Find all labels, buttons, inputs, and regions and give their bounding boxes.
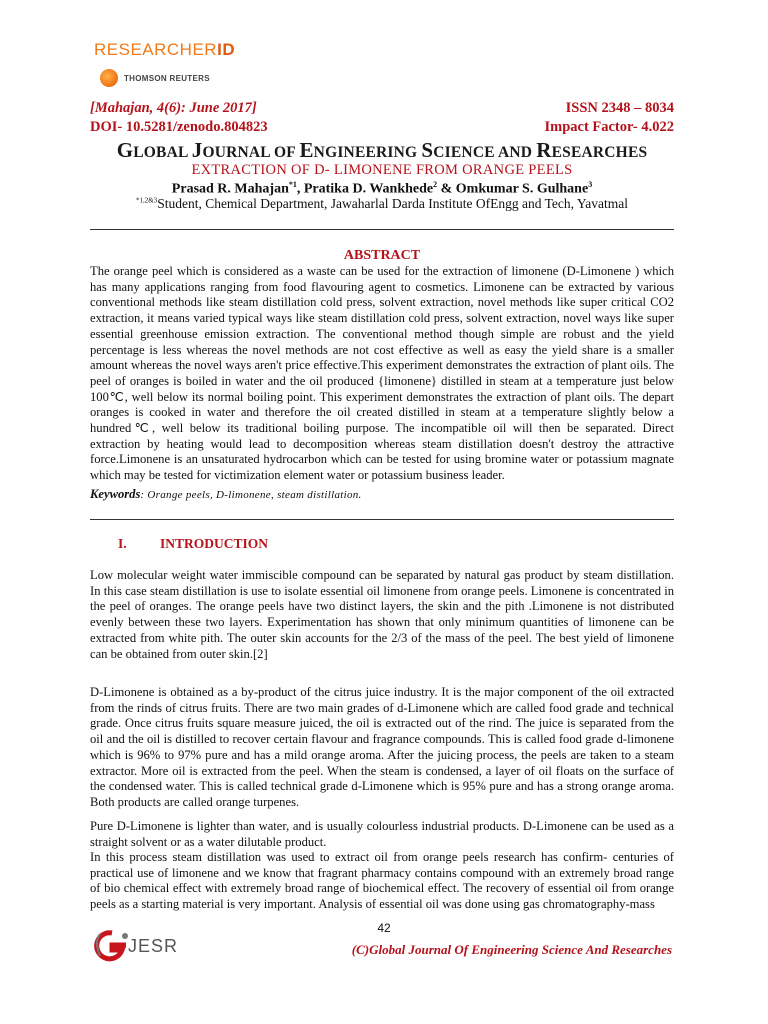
abstract-heading: ABSTRACT xyxy=(343,248,421,263)
issn: ISSN 2348 – 8034 xyxy=(565,100,674,116)
author-list: Prasad R. Mahajan$^{*1}$, Pratika D. Wankhede$^2$ & Omkumar S. Gulhane$^3$ xyxy=(171,180,593,197)
author-name: Pratika D. Wankhede xyxy=(303,181,434,197)
header-row-2 xyxy=(90,119,674,136)
keywords xyxy=(90,487,674,502)
intro-paragraph-4: In this process steam distillation was used to extract oil from orange peels research has confirm- centuries of practical use of limonene and we know that fragrant pharmacy contains compound with an extremely broad range of bio chemical effect with extremely broad range of biochemical effect. The recovery of essential oil from orange peels as a starting material is very important. Analysis of essential oil was done using gas chromatography-mass xyxy=(90,850,674,912)
gjesr-logo-text: JESR xyxy=(128,936,179,956)
citation: [Mahajan, 4(6): June 2017] xyxy=(90,100,257,116)
intro-paragraph-1: Low molecular weight water immiscible compound can be separated by natural gas product by steam distillation. In this case steam distillation is use to isolate essential oil limonene from orange peels. Limonene is concentrated in the peel of oranges. The orange peels have two distinct layers, the skin and the pith .Limonene is not distributed evenly between these two layers. Experimentation has shown that only minimum quantities of limonene can be extracted from white pith. The outer skin accounts for the 2/3 of the mass of the peel. The best yield of limonene can be obtained from outer skin.[2] xyxy=(90,568,674,661)
affiliation: $^{*1,2\&3}$Student, Chemical Department, Jawaharlal Darda Institute OfEngg and Tech, Yavatmal xyxy=(135,196,628,211)
intro-paragraph-3: Pure D-Limonene is lighter than water, and is usually colourless industrial products. D-Limonene can be used as a straight solvent or as a water dilutable product. xyxy=(90,819,674,849)
introduction-heading: I. INTRODUCTION xyxy=(118,536,269,551)
thomson-reuters-icon xyxy=(100,69,118,87)
divider-top xyxy=(90,229,674,230)
author-name: Prasad R. Mahajan xyxy=(171,181,289,197)
keywords-text: : Orange peels, D-limonene, steam distillation. xyxy=(140,489,362,501)
impact-factor: Impact Factor- 4.022 xyxy=(544,119,674,135)
article-title: EXTRACTION OF D- LIMONENE FROM ORANGE PEELS xyxy=(191,162,573,178)
page-number: 42 xyxy=(377,921,391,935)
intro-paragraph-2: D-Limonene is obtained as a by-product of the citrus juice industry. It is the major component of the oil extracted from the rinds of citrus fruits. There are two main grades of d-Limonene which are called food grade and technical grade. Once citrus fruits square measure juiced, the oil is extracted out of the rind. The juice is separated from the oil and the oil is distilled to recover certain flavour and fragrance compounds. This is called food grade d-limonene which is 96% to 97% pure and has a mild orange aroma. After the juicing process, the peels are taken to a steam extractor. More oil is extracted from the peel. When the steam is condensed, a layer of oil floats on the surface of the condensed water. This is called technical grade d-Limonene which is 95% pure and has a strong orange aroma. Both products are called orange turpenes. xyxy=(90,685,674,809)
gjesr-logo xyxy=(92,928,192,962)
abstract-text: The orange peel which is considered as a waste can be used for the extraction of limonene (D-Limonene ) which has many applications ranging from food flavouring agent to cosmetics. Limonene can be extracted by various conventional methods like steam distillation cold press, solvent extraction, novel methods like super critical CO2 extraction, it means varied typical ways like steam distillation cold press, solvent extraction, novel ways like super essential greenhouse emission extraction. The conventional method though simple are robust and the yield percentage is less whereas the novel methods are not cost effective as well as easy the yield share is a smaller amount whereas the novel ways aren't price effective.This experiment demonstrates the extraction of plant oils. The peel of oranges is boiled in water and the oil produced {limonene} distilled in steam at a temperature just below 100℃, well below its normal boiling point. This experiment demonstrates the extraction of plant oils. The depart oranges is cooked in water and therefore the oil created distilled in steam at a temperature slightly below a hundred℃, well below its traditional boiling purpose. The incompatible oil will then be separated. Direct extraction by heating would lead to decomposition whereas steam distillation doesn't destroy the attractive force.Limonene is an unsaturated hydrocarbon which can be tested for using bromine water or potassium magnate which may be tested for victimization element water or potassium business leader. xyxy=(90,264,674,483)
header-row-1 xyxy=(90,100,674,117)
thomson-reuters-text: THOMSON REUTERS xyxy=(124,73,210,83)
keywords-label: Keywords xyxy=(90,487,141,501)
researcherid-logo xyxy=(94,40,294,87)
doi: DOI- 10.5281/zenodo.804823 xyxy=(90,119,268,135)
divider-bottom xyxy=(90,519,674,520)
copyright-footer: (C)Global Journal Of Engineering Science And Researches xyxy=(351,942,672,957)
thomson-reuters-mark xyxy=(100,69,294,87)
researcherid-wordmark: RESEARCHERID xyxy=(94,40,236,59)
author-name: Omkumar S. Gulhane xyxy=(455,181,589,197)
journal-name: GLOBAL JOURNAL OF ENGINEERING SCIENCE AND RESEARCHES xyxy=(116,138,648,162)
